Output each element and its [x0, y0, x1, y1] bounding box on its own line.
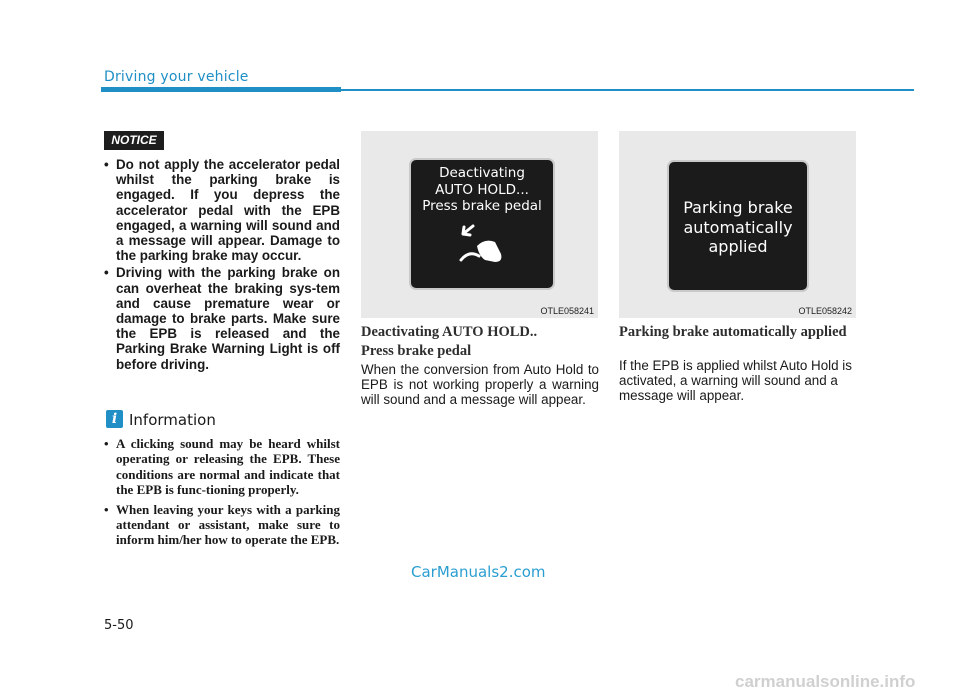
section-title: Driving your vehicle — [104, 69, 249, 85]
figure-deactivating-auto-hold — [361, 131, 598, 318]
header-rule-thin — [341, 89, 914, 91]
notice-item: • Do not apply the accelerator pedal whilst the parking brake is engaged. If you depress the accelerator pedal with the EPB engaged, a warning will sound and a message will appear. Damage to the parking brake may occur. — [104, 157, 340, 263]
watermark-link[interactable]: CarManuals2.com — [411, 563, 546, 581]
figure-parking-brake-applied — [619, 131, 856, 318]
cluster-display — [409, 158, 555, 290]
display-line: Press brake pedal — [422, 198, 542, 214]
page-number: 5-50 — [104, 618, 134, 633]
display-line: applied — [708, 237, 768, 256]
figure-code: OTLE058241 — [540, 306, 594, 316]
information-list — [104, 436, 340, 552]
header-rule-thick — [101, 87, 341, 92]
display-line: AUTO HOLD... — [435, 181, 529, 198]
figure-description: If the EPB is applied whilst Auto Hold is activated, a warning will sound and a message will appear. — [619, 358, 852, 404]
figure-description: When the conversion from Auto Hold to EPB is not working properly a warning will sound and a message will appear. — [361, 362, 599, 408]
notice-item: • Driving with the parking brake on can overheat the braking sys-tem and cause premature wear or damage to brake parts. Make sure the EPB is released and the Parking Brake Warning Light is off before driving. — [104, 265, 340, 371]
notice-badge: NOTICE — [104, 131, 164, 150]
figure-caption-title: Parking brake automatically applied — [619, 324, 847, 340]
figure-caption-title: Deactivating AUTO HOLD.. — [361, 324, 538, 340]
figure-caption-subtitle: Press brake pedal — [361, 343, 472, 359]
display-line: Deactivating — [439, 165, 525, 181]
notice-list — [104, 157, 340, 374]
display-line: automatically — [683, 217, 793, 237]
brake-pedal-icon — [455, 220, 509, 270]
figure-code: OTLE058242 — [798, 306, 852, 316]
information-item: • A clicking sound may be heard whilst operating or releasing the EPB. These conditions are normal and indicate that the EPB is func-tioning properly. — [104, 436, 340, 498]
info-icon: i — [106, 410, 123, 428]
information-item: • When leaving your keys with a parking attendant or assistant, make sure to inform him/her how to operate the EPB. — [104, 502, 340, 548]
cluster-display — [667, 160, 809, 292]
display-line: Parking brake — [683, 198, 793, 217]
watermark-text: carmanualsonline.info — [735, 672, 916, 691]
information-title: Information — [129, 411, 216, 429]
